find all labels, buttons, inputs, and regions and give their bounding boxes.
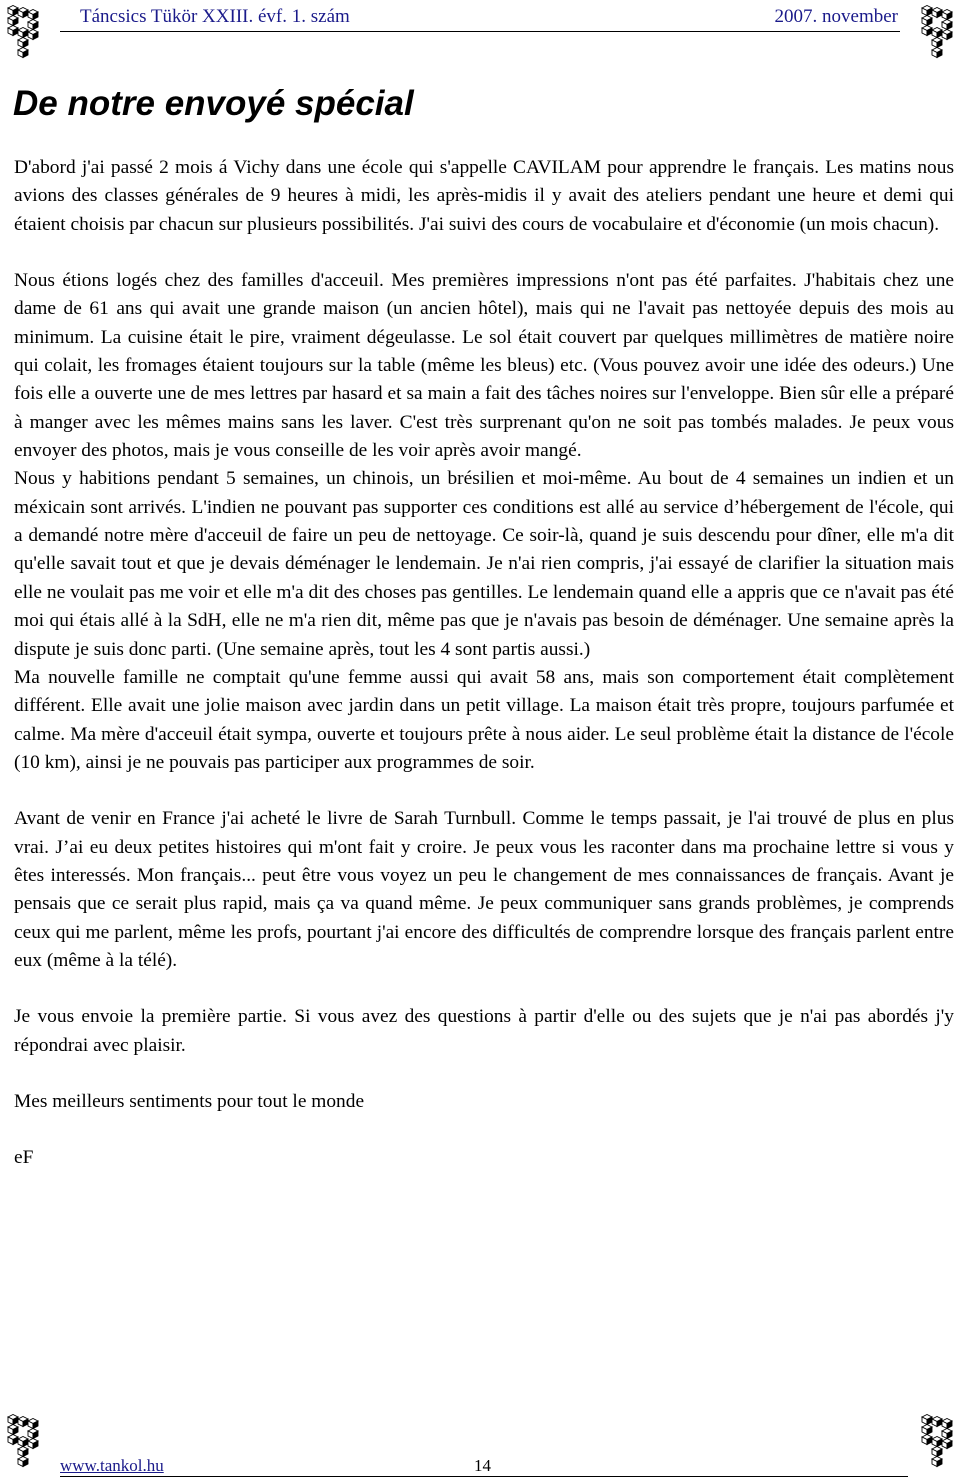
issue-date: 2007. november <box>774 6 898 27</box>
website-link[interactable]: www.tankol.hu <box>60 1456 164 1475</box>
article-body <box>14 154 954 1173</box>
article-title: De notre envoyé spécial <box>13 84 414 123</box>
paragraph: Nous y habitions pendant 5 semaines, un chinois, un brésilien et moi-même. Au bout de 4 semaines un indien et un méxicain sont arrivés. L'indien ne pouvant pas supporter ces conditions est allé au service d’hébergement de l'école, qui a demandé notre mère d'acceuil de faire un peu de nettoyage. Ce soir-là, quand je suis descendu pour dîner, elle m'a dit qu'elle savait tout et que je devais déménager le lendemain. Je n'ai rien compris, j'ai essayé de clarifier la situation mais elle ne voulait pas me voir et elle m'a dit des choses pas gentilles. Le lendemain quand elle a appris que ce n'avait pas été moi qui étais allé à la SdH, elle ne m'a rien dit, même pas que je n'avais pas besoin de déménager. Une semaine après la dispute je suis donc parti. (Une semaine après, tout les 4 sont partis aussi.) <box>14 468 954 660</box>
logo-icon <box>918 1411 958 1473</box>
logo-icon <box>4 1411 44 1473</box>
signature: eF <box>14 1147 34 1169</box>
page-footer <box>60 1456 908 1477</box>
paragraph: Je vous envoie la première partie. Si vous avez des questions à partir d'elle ou des sujets que je n'ai pas abordés j'y répondrai avec plaisir. <box>14 1006 954 1056</box>
page-number: 14 <box>474 1456 491 1475</box>
paragraph: Nous étions logés chez des familles d'acceuil. Mes premières impressions n'ont pas été parfaites. J'habitais chez une dame de 61 ans qui avait une grande maison (un ancien hôtel), mais qui ne l'avait pas nettoyée depuis des mois au minimum. La cuisine était le pire, vraiment dégeulasse. Le sol était couvert par quelques millimètres de matière noire qui colait, les fromages étaient toujours sur la table (même les bleus) etc. (Vous pouvez avoir une idée des odeurs.) Une fois elle a ouverte une de mes lettres par hasard et sa main a fait des tâches noires sur l'enveloppe. Bien sûr elle a préparé à manger avec les mêmes mains sans les laver. C'est très surprenant qu'on ne soit pas tombés malades. Je peux vous envoyer des photos, mais je vous conseille de les voir après avoir mangé. <box>14 270 954 462</box>
publication-title: Táncsics Tükör XXIII. évf. 1. szám <box>80 6 350 27</box>
paragraph: Avant de venir en France j'ai acheté le livre de Sarah Turnbull. Comme le temps passait, je l'ai trouvé de plus en plus vrai. J’ai eu deux petites histoires qui m'ont fait y croire. Je peux vous les raconter dans ma prochaine lettre si vous y êtes interessés. Mon français... peut être vous voyez un peu le changement de mes connaissances de français. Avant je pensais que ce serait plus rapid, mais ça va quand même. Je peux communiquer sans grands problèmes, je comprends ceux qui me parlent, même les profs, pourtant j'ai encore des difficultés de comprendre lorsque des français parlent entre eux (même à la télé). <box>14 808 954 971</box>
closing-line: Mes meilleurs sentiments pour tout le monde <box>14 1090 365 1112</box>
logo-icon <box>918 2 958 64</box>
paragraph: Ma nouvelle famille ne comptait qu'une femme aussi qui avait 58 ans, mais son comportement était complètement différent. Elle avait une jolie maison avec jardin dans un petit village. La maison était très propre, toujours parfumée et calme. Ma mère d'acceuil était sympa, ouverte et toujours prête à nous aider. Le seul problème était la distance de l'école (10 km), ainsi je ne pouvais pas participer aux programmes de soir. <box>14 666 954 773</box>
logo-icon <box>4 2 44 64</box>
page-header <box>60 3 900 32</box>
paragraph: D'abord j'ai passé 2 mois á Vichy dans une école qui s'appelle CAVILAM pour apprendre le français. Les matins nous avions des classes générales de 9 heures à midi, les après-midis il y avait des ateliers pendant une heure et demi qui étaient choisis par chacun sur plusieurs possibilités. J'ai suivi des cours de vocabulaire et d'économie (un mois chacun). <box>14 157 954 235</box>
